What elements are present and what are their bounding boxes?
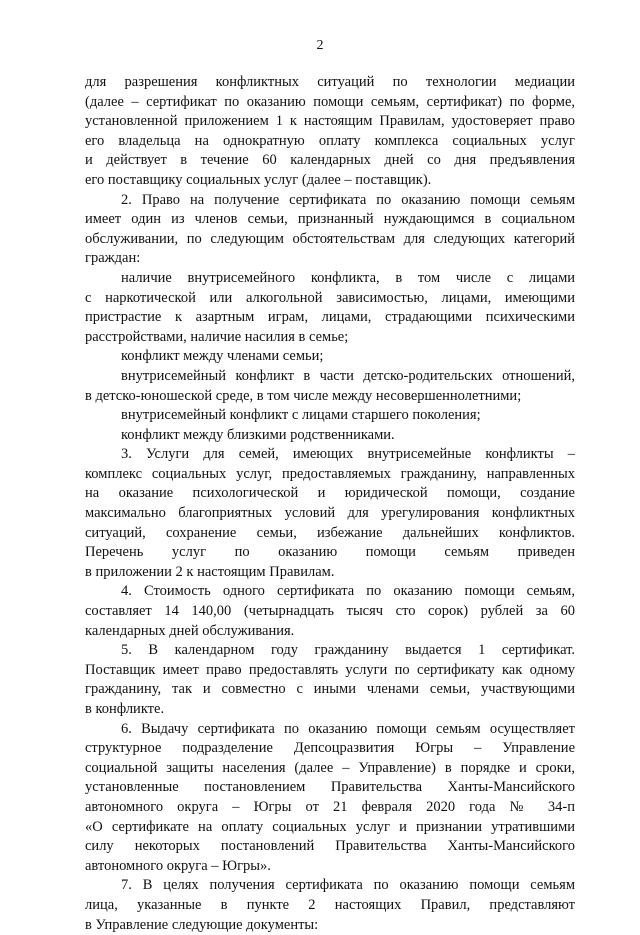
paragraph-line: Поставщик имеет право предоставлять услуги по сертификату как одному xyxy=(85,661,575,678)
paragraph-line: для разрешения конфликтных ситуаций по технологии медиации xyxy=(85,74,575,90)
paragraph-line: 2. Право на получение сертификата по оказанию помощи семьям xyxy=(121,191,575,208)
paragraph-line: ситуаций, сохранение семьи, избежание дальнейших конфликтов. xyxy=(85,524,575,541)
paragraph xyxy=(85,367,575,406)
paragraph xyxy=(85,641,575,719)
paragraph-line: с наркотической или алкогольной зависимостью, лицами, имеющими xyxy=(85,289,575,306)
paragraph-line: конфликт между членами семьи; xyxy=(121,348,324,365)
paragraph xyxy=(85,191,575,269)
paragraph xyxy=(85,445,575,582)
paragraph-line: календарных дней обслуживания. xyxy=(85,622,295,639)
paragraph-line: 7. В целях получения сертификата по оказанию помощи семьям xyxy=(121,877,575,894)
paragraph-line: граждан: xyxy=(85,250,141,267)
paragraph-line: силу некоторых постановлений Правительства Ханты-Мансийского xyxy=(85,838,575,855)
paragraph-line: автономного округа – Югры от 21 февраля 2020 года № 34-п xyxy=(85,798,575,815)
paragraph-line: максимально благоприятных условий для урегулирования конфликтных xyxy=(85,505,575,522)
paragraph-line: «О сертификате на оплату социальных услуг и признании утратившими xyxy=(85,818,575,835)
paragraph xyxy=(85,876,575,935)
paragraph-line: 3. Услуги для семей, имеющих внутрисемейные конфликты – xyxy=(121,446,575,463)
paragraph xyxy=(85,347,575,367)
paragraph-line: и действует в течение 60 календарных дней со дня предъявления xyxy=(85,152,575,169)
page-number: 2 xyxy=(316,38,324,53)
paragraph-line: имеет один из членов семьи, признанный нуждающимся в социальном xyxy=(85,211,575,228)
paragraph-line: расстройствами, наличие насилия в семье; xyxy=(85,328,349,345)
paragraph-line: в приложении 2 к настоящим Правилам. xyxy=(85,563,335,580)
paragraph-line: на оказание психологической и юридической помощи, создание xyxy=(85,485,575,502)
paragraph-line: комплекс социальных услуг, предоставляемых гражданину, направленных xyxy=(85,465,575,482)
paragraph-line: структурное подразделение Депсоцразвития Югры – Управление xyxy=(85,740,575,757)
paragraph-line: 4. Стоимость одного сертификата по оказанию помощи семьям, xyxy=(121,583,575,600)
paragraph-line: составляет 14 140,00 (четырнадцать тысяч сто сорок) рублей за 60 xyxy=(85,603,575,620)
paragraph-line: его поставщику социальных услуг (далее – поставщик). xyxy=(85,171,432,188)
paragraph xyxy=(85,582,575,641)
paragraph-line: социальной защиты населения (далее – Управление) в порядке и сроки, xyxy=(85,759,575,776)
paragraph xyxy=(85,426,575,446)
paragraph-line: Перечень услуг по оказанию помощи семьям приведен xyxy=(85,544,575,561)
paragraph-line: установленные постановлением Правительства Ханты-Мансийского xyxy=(85,779,575,796)
paragraph-line: внутрисемейный конфликт в части детско-родительских отношений, xyxy=(121,367,575,384)
paragraph xyxy=(85,406,575,426)
paragraph-line: (далее – сертификат по оказанию помощи семьям, сертификат) по форме, xyxy=(85,93,575,110)
paragraph xyxy=(85,720,575,877)
paragraph-line: автономного округа – Югры». xyxy=(85,857,271,874)
paragraph-line: обслуживании, по следующим обстоятельствам для следующих категорий xyxy=(85,230,575,247)
paragraph-line: внутрисемейный конфликт с лицами старшего поколения; xyxy=(121,407,481,424)
paragraph-line: в конфликте. xyxy=(85,701,165,717)
paragraph-line: его владельца на однократную оплату комплекса социальных услуг xyxy=(85,132,575,149)
paragraph-line: лица, указанные в пункте 2 настоящих Правил, представляют xyxy=(85,896,575,913)
paragraph-line: установленной приложением 1 к настоящим Правилам, удостоверяет право xyxy=(85,113,575,130)
paragraph xyxy=(85,269,575,347)
paragraph-line: 6. Выдачу сертификата по оказанию помощи семьям осуществляет xyxy=(121,720,575,737)
paragraph-line: наличие внутрисемейного конфликта, в том числе с лицами xyxy=(121,269,575,286)
paragraph xyxy=(85,73,575,191)
paragraph-line: гражданину, так и совместно с иными членами семьи, участвующими xyxy=(85,681,575,698)
paragraph-line: пристрастие к азартным играм, лицами, страдающими психическими xyxy=(85,309,575,326)
paragraph-line: 5. В календарном году гражданину выдается 1 сертификат. xyxy=(121,642,575,659)
paragraph-line: в Управление следующие документы: xyxy=(85,916,319,933)
paragraph-line: в детско-юношеской среде, в том числе между несовершеннолетними; xyxy=(85,387,522,404)
paragraph-line: конфликт между близкими родственниками. xyxy=(121,426,395,443)
document-body xyxy=(85,73,575,935)
